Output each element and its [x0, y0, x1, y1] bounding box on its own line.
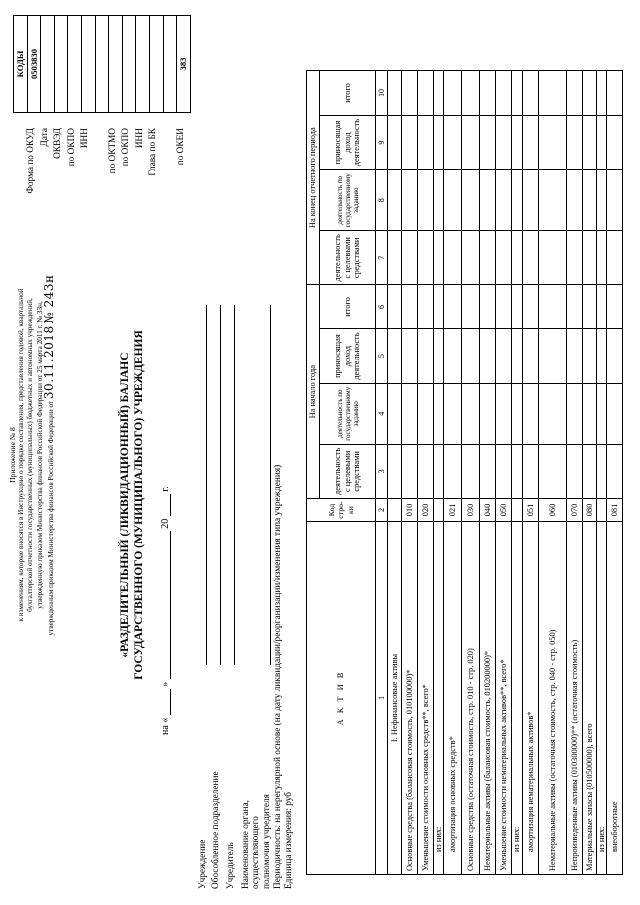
row-code: 080: [582, 499, 596, 522]
row-label: из них:: [512, 522, 522, 875]
colnum-10: 10: [376, 70, 388, 115]
value-cell[interactable]: [512, 70, 522, 115]
value-cell[interactable]: [596, 329, 606, 383]
row-code: 060: [538, 499, 566, 522]
authority-line-1: Наименование органа,: [241, 800, 251, 889]
table-row: [596, 70, 606, 874]
value-cell[interactable]: [538, 115, 566, 169]
label-founder: Учредитель: [226, 842, 236, 889]
value-cell[interactable]: [402, 170, 418, 231]
value-cell[interactable]: [596, 170, 606, 231]
value-cell[interactable]: [607, 383, 623, 444]
table-row: [582, 70, 596, 874]
table-row: [418, 70, 434, 874]
authority-line-3: полномочия учредителя: [261, 794, 272, 889]
code-value-9: [149, 16, 163, 113]
row-label: Материальные запасы (010500000), всего: [582, 522, 596, 875]
header-income-start: приносящая доход деятельность: [320, 329, 376, 383]
row-label: Основные средства (балансовая стоимость, 010100000)*: [402, 522, 418, 875]
title-line-2: ГОСУДАРСТВЕННОГО (МУНИЦИПАЛЬНОГО) УЧРЕЖДЕНИЯ: [133, 330, 145, 680]
appendix-header: [8, 205, 56, 705]
row-code: 040: [480, 499, 496, 522]
colnum-4: 4: [376, 383, 388, 444]
handwritten-date: 30.11.2018: [41, 325, 56, 400]
value-cell[interactable]: [444, 170, 462, 231]
row-code: 081: [607, 499, 623, 522]
value-cell[interactable]: [512, 231, 522, 285]
code-label-3: по ОКПО: [66, 128, 77, 167]
header-income-end: приносящая доход деятельность: [320, 115, 376, 169]
value-cell[interactable]: [462, 115, 480, 169]
row-label: Уменьшение стоимости нематериальных активов**, всего*: [496, 522, 512, 875]
colnum-3: 3: [376, 444, 388, 498]
value-cell[interactable]: [402, 115, 418, 169]
authority-line-2: осуществляющего: [251, 816, 262, 889]
value-cell[interactable]: [566, 383, 582, 444]
row-label: из них:: [596, 522, 606, 875]
institution-line: [206, 305, 207, 665]
code-label-4: ИНН: [80, 128, 91, 149]
value-cell[interactable]: [480, 444, 496, 498]
value-cell[interactable]: [522, 383, 538, 444]
code-label-11: по ОКЕИ: [175, 128, 186, 166]
value-cell[interactable]: [522, 444, 538, 498]
value-cell[interactable]: [434, 70, 444, 115]
value-cell[interactable]: [496, 383, 512, 444]
code-value-3: [68, 16, 82, 113]
value-cell[interactable]: [566, 329, 582, 383]
code-label-0: Форма по ОКУД: [26, 128, 36, 194]
colnum-7: 7: [376, 231, 388, 285]
value-cell[interactable]: [480, 115, 496, 169]
codes-header: КОДЫ: [14, 16, 28, 113]
code-value-1: [41, 16, 55, 113]
value-cell[interactable]: [522, 329, 538, 383]
value-cell[interactable]: [496, 285, 512, 329]
row-code: 020: [418, 499, 434, 522]
value-cell[interactable]: [538, 231, 566, 285]
code-value-7: [122, 16, 136, 113]
value-cell[interactable]: [522, 231, 538, 285]
value-cell[interactable]: [402, 285, 418, 329]
table-row: [402, 70, 418, 874]
value-cell[interactable]: [480, 329, 496, 383]
header-end-of-period: На конец отчетного периода: [307, 70, 320, 285]
day-blank: [159, 689, 171, 715]
value-cell[interactable]: [607, 231, 623, 285]
appendix-number: Приложение № 8: [8, 427, 17, 483]
row-label: Основные средства (остаточная стоимость, стр. 010 - стр. 020): [462, 522, 480, 875]
table-row: [538, 70, 566, 874]
value-cell[interactable]: [566, 170, 582, 231]
code-value-10: [163, 16, 177, 113]
value-cell[interactable]: [582, 329, 596, 383]
subdivision-line: [220, 305, 221, 665]
value-cell[interactable]: [512, 383, 522, 444]
header-target-start: деятельность с целевыми средствами: [320, 444, 376, 498]
value-cell[interactable]: [496, 115, 512, 169]
value-cell[interactable]: [582, 285, 596, 329]
year-prefix: 20: [160, 518, 171, 529]
row-code: [512, 499, 522, 522]
value-cell[interactable]: [566, 231, 582, 285]
founder-line: [234, 305, 235, 665]
code-value-4: [81, 16, 95, 113]
table-row: [522, 70, 538, 874]
table-row: [444, 70, 462, 874]
year-blank: [159, 494, 171, 516]
value-cell[interactable]: [538, 444, 566, 498]
value-cell[interactable]: [418, 285, 434, 329]
header-target-end: деятельность с целевыми средствами: [320, 231, 376, 285]
value-cell[interactable]: [462, 329, 480, 383]
value-cell[interactable]: [607, 70, 623, 115]
value-cell[interactable]: [434, 285, 444, 329]
section-row: [388, 70, 402, 874]
code-label-2: ОКВЭД: [53, 128, 64, 159]
value-cell[interactable]: [418, 329, 434, 383]
value-cell[interactable]: [582, 170, 596, 231]
codes-table: [13, 15, 191, 113]
row-label: из них:: [434, 522, 444, 875]
value-cell[interactable]: [462, 231, 480, 285]
header-start-of-year: На начало года: [307, 285, 320, 499]
table-row: [462, 70, 480, 874]
column-numbers-row: [376, 70, 388, 874]
row-label: внеоборотные: [607, 522, 623, 875]
value-cell[interactable]: [566, 115, 582, 169]
value-cell[interactable]: [496, 444, 512, 498]
value-cell[interactable]: [538, 383, 566, 444]
value-cell[interactable]: [596, 115, 606, 169]
value-cell[interactable]: [402, 444, 418, 498]
row-code: 021: [444, 499, 462, 522]
value-cell[interactable]: [462, 170, 480, 231]
header-activ: А К Т И В: [307, 522, 376, 875]
row-label: Нематериальные активы (балансовая стоимость, 010200000)*: [480, 522, 496, 875]
code-label-1: Дата: [39, 128, 50, 147]
value-cell[interactable]: [582, 70, 596, 115]
colnum-6: 6: [376, 285, 388, 329]
balance-table: [306, 70, 623, 875]
row-code: 010: [402, 499, 418, 522]
table-row: [496, 70, 512, 874]
value-cell[interactable]: [496, 329, 512, 383]
code-label-7: по ОКПО: [121, 128, 132, 167]
colnum-5: 5: [376, 329, 388, 383]
year-suffix: г.: [160, 486, 171, 492]
value-cell[interactable]: [418, 444, 434, 498]
value-cell[interactable]: [444, 231, 462, 285]
value-cell[interactable]: [522, 170, 538, 231]
value-cell[interactable]: [418, 231, 434, 285]
title-line-1: «РАЗДЕЛИТЕЛЬНЫЙ (ЛИКВИДАЦИОННЫЙ) БАЛАНС: [119, 352, 131, 658]
value-cell[interactable]: [434, 383, 444, 444]
colnum-8: 8: [376, 170, 388, 231]
value-cell[interactable]: [522, 115, 538, 169]
value-cell[interactable]: [418, 70, 434, 115]
label-institution: Учреждение: [198, 839, 208, 889]
value-cell[interactable]: [538, 285, 566, 329]
colnum-2: 2: [376, 499, 388, 522]
code-value-8: [136, 16, 150, 113]
label-unit: Единица измерения: руб: [284, 792, 294, 889]
code-value-11: 383: [177, 16, 191, 113]
value-cell[interactable]: [434, 170, 444, 231]
value-cell[interactable]: [607, 444, 623, 498]
value-cell[interactable]: [402, 231, 418, 285]
value-cell[interactable]: [418, 115, 434, 169]
code-value-5: [95, 16, 109, 113]
row-code: [434, 499, 444, 522]
value-cell[interactable]: [596, 285, 606, 329]
value-cell[interactable]: [566, 70, 582, 115]
value-cell[interactable]: [496, 170, 512, 231]
header-code: Код стро-ки: [307, 499, 376, 522]
value-cell[interactable]: [582, 231, 596, 285]
value-cell[interactable]: [607, 170, 623, 231]
value-cell[interactable]: [444, 70, 462, 115]
label-periodicity: Периодичность: на нерегулярной основе (на дату ликвидации/реорганизации/изменения типа учреждения): [273, 464, 283, 889]
value-cell[interactable]: [480, 231, 496, 285]
value-cell[interactable]: [582, 383, 596, 444]
header-state-start: деятельность по государственному заданию: [320, 383, 376, 444]
header-state-end: деятельность по государственному заданию: [320, 170, 376, 231]
value-cell[interactable]: [512, 170, 522, 231]
value-cell[interactable]: [462, 70, 480, 115]
value-cell[interactable]: [538, 170, 566, 231]
value-cell[interactable]: [512, 444, 522, 498]
code-label-9: Глава по БК: [148, 128, 159, 176]
header-line-3: утвержденную приказом Министерства финансов Российской Федерации от 25 марта 2011 г. № 33н,: [35, 301, 44, 609]
colnum-1: 1: [376, 522, 388, 875]
header-line-4-text: утвержденным приказом Министерства финансов Российской Федерации от: [46, 400, 55, 636]
table-row: [512, 70, 522, 874]
value-cell[interactable]: [538, 70, 566, 115]
value-cell[interactable]: [522, 70, 538, 115]
value-cell[interactable]: [444, 329, 462, 383]
value-cell[interactable]: [596, 231, 606, 285]
value-cell[interactable]: [582, 115, 596, 169]
value-cell[interactable]: [402, 329, 418, 383]
value-cell[interactable]: [444, 444, 462, 498]
value-cell[interactable]: [566, 285, 582, 329]
value-cell[interactable]: [582, 444, 596, 498]
code-label-6: по ОКТМО: [107, 128, 118, 174]
row-label: амортизация основных средств*: [444, 522, 462, 875]
value-cell[interactable]: [607, 115, 623, 169]
colnum-9: 9: [376, 115, 388, 169]
label-subdivision: Обособленное подразделение: [211, 771, 221, 889]
report-date-line: [159, 315, 171, 735]
code-value-6: [109, 16, 123, 113]
row-code: 030: [462, 499, 480, 522]
row-code: 070: [566, 499, 582, 522]
date-prefix: на «: [160, 717, 171, 735]
value-cell[interactable]: [418, 170, 434, 231]
header-line-1: к изменениям, которые вносятся в Инструкцию о порядке составления, представления годовой, квартальной: [17, 288, 26, 622]
label-authority: [241, 529, 272, 889]
row-label: Уменьшение стоимости основных средств**, всего*: [418, 522, 434, 875]
row-code: 050: [496, 499, 512, 522]
value-cell[interactable]: [462, 444, 480, 498]
authority-line: [270, 305, 271, 665]
value-cell[interactable]: [596, 383, 606, 444]
row-label: Нематериальные активы (остаточная стоимость, стр. 040 - стр. 050): [538, 522, 566, 875]
value-cell[interactable]: [480, 70, 496, 115]
month-blank: [159, 531, 171, 679]
value-cell[interactable]: [462, 285, 480, 329]
code-value-2: [54, 16, 68, 113]
value-cell[interactable]: [402, 70, 418, 115]
header-line-2: бухгалтерской отчетности государственных (муниципальных) бюджетных и автономных учреждений,: [26, 298, 35, 612]
table-row: [566, 70, 582, 874]
value-cell[interactable]: [512, 285, 522, 329]
value-cell[interactable]: [522, 285, 538, 329]
document-title: [118, 205, 146, 805]
value-cell[interactable]: [480, 383, 496, 444]
value-cell[interactable]: [480, 285, 496, 329]
value-cell[interactable]: [402, 383, 418, 444]
value-cell[interactable]: [462, 383, 480, 444]
table-body: [402, 70, 623, 874]
row-label: Непроизведенные активы (010300000)** (остаточная стоимость): [566, 522, 582, 875]
value-cell[interactable]: [496, 70, 512, 115]
value-cell[interactable]: [444, 115, 462, 169]
value-cell[interactable]: [418, 383, 434, 444]
value-cell[interactable]: [480, 170, 496, 231]
code-label-8: ИНН: [134, 128, 145, 149]
header-total-start: итого: [320, 285, 376, 329]
value-cell[interactable]: [538, 329, 566, 383]
value-cell[interactable]: [434, 115, 444, 169]
value-cell[interactable]: [444, 285, 462, 329]
header-line-4: [41, 205, 56, 705]
table-row: [434, 70, 444, 874]
value-cell[interactable]: [512, 329, 522, 383]
row-code: [596, 499, 606, 522]
table-row: [480, 70, 496, 874]
value-cell[interactable]: [596, 70, 606, 115]
row-code: 051: [522, 499, 538, 522]
value-cell[interactable]: [512, 115, 522, 169]
row-label: амортизация нематериальных активов*: [522, 522, 538, 875]
value-cell[interactable]: [434, 329, 444, 383]
value-cell[interactable]: [434, 231, 444, 285]
section-title: I. Нефинансовые активы: [388, 522, 402, 875]
code-value-0: 0503830: [27, 16, 41, 113]
value-cell[interactable]: [496, 231, 512, 285]
value-cell[interactable]: [444, 383, 462, 444]
header-total-end: итого: [320, 70, 376, 115]
date-quote: »: [160, 681, 171, 687]
value-cell[interactable]: [566, 444, 582, 498]
table-row: [607, 70, 623, 874]
value-cell[interactable]: [596, 444, 606, 498]
value-cell[interactable]: [434, 444, 444, 498]
handwritten-number: № 243н: [41, 274, 56, 324]
value-cell[interactable]: [607, 329, 623, 383]
value-cell[interactable]: [607, 285, 623, 329]
